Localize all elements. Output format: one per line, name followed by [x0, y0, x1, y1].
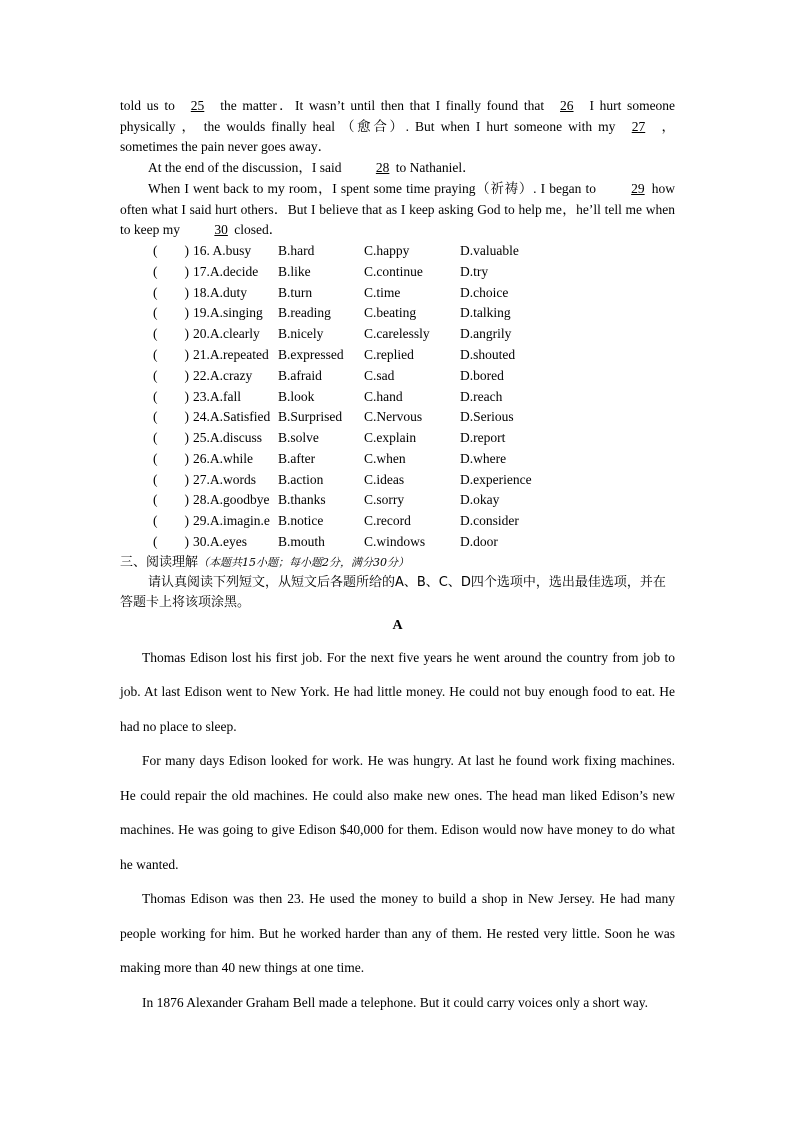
option-row — [120, 262, 675, 283]
option-d: D.try — [460, 263, 489, 279]
option-b: B.thanks — [278, 492, 326, 508]
option-d: D.choice — [460, 284, 509, 300]
answer-bracket: ( ) — [153, 284, 189, 300]
text-fragment: how often what I said hurt others．But I believe that as I keep asking God to help me，he’ll tell me when to keep my — [120, 180, 676, 238]
option-c: C.continue — [364, 263, 423, 279]
answer-bracket: ( ) — [153, 346, 189, 362]
answer-bracket: ( ) — [153, 534, 189, 550]
option-a: 30.A.eyes — [193, 534, 247, 550]
text-fragment: When I went back to my room，I spent some time praying（祈祷）. I began to — [148, 180, 597, 196]
text-fragment: told us to — [120, 98, 175, 113]
option-c: C.record — [364, 513, 411, 529]
answer-bracket: ( ) — [153, 388, 189, 404]
option-row — [120, 532, 675, 553]
blank-25: 25 — [190, 98, 205, 113]
option-c: C.happy — [364, 242, 410, 258]
option-a: 25.A.discuss — [193, 430, 263, 446]
text-fragment: closed． — [234, 222, 283, 238]
cloze-paragraph-2 — [120, 158, 675, 179]
option-b: B.like — [278, 263, 311, 279]
option-b: B.look — [278, 388, 315, 404]
answer-bracket: ( ) — [153, 263, 189, 279]
option-row — [120, 490, 675, 511]
option-a: 22.A.crazy — [193, 367, 253, 383]
option-row — [120, 387, 675, 408]
option-row — [120, 324, 675, 345]
option-b: B.turn — [278, 284, 313, 300]
passage-a-title: A — [392, 617, 403, 633]
answer-bracket: ( ) — [153, 305, 189, 321]
option-c: C.when — [364, 450, 406, 466]
option-b: B.notice — [278, 513, 324, 529]
option-d: D.valuable — [460, 242, 519, 258]
option-row — [120, 407, 675, 428]
text-fragment: the matter．It wasn’t until then that I finally found that — [220, 98, 545, 113]
option-row — [120, 470, 675, 491]
option-b: B.action — [278, 471, 324, 487]
option-a: 20.A.clearly — [193, 326, 260, 342]
option-a: 26.A.while — [193, 450, 253, 466]
option-c: C.sorry — [364, 492, 405, 508]
answer-bracket: ( ) — [153, 242, 189, 258]
answer-bracket: ( ) — [153, 471, 189, 487]
answer-bracket: ( ) — [153, 450, 189, 466]
text-fragment: to Nathaniel． — [395, 160, 476, 176]
passage-a-body — [120, 641, 675, 1021]
option-c: C.hand — [364, 388, 403, 404]
answer-bracket: ( ) — [153, 409, 189, 425]
option-row — [120, 449, 675, 470]
blank-29: 29 — [631, 180, 645, 196]
option-a: 17.A.decide — [193, 263, 259, 279]
passage-a-paragraph-2: For many days Edison looked for work. He was hungry. At last he found work fixing machines. He could repair the old machines. He could also make new ones. The head man liked Edison’s new machines. He was going to give Edison $40,000 for them. Edison would now have money to do what he wanted. — [120, 753, 675, 872]
passage-a-paragraph-1: Thomas Edison lost his first job. For the next five years he went around the country from job to job. At last Edison went to New York. He had little money. He could not buy enough food to eat. He had no place to sleep. — [120, 649, 675, 734]
blank-30: 30 — [214, 222, 228, 238]
option-row — [120, 345, 675, 366]
option-row — [120, 241, 675, 262]
option-d: D.door — [460, 534, 498, 550]
option-a: 21.A.repeated — [193, 346, 269, 362]
option-b: B.after — [278, 450, 316, 466]
option-d: D.consider — [460, 513, 519, 529]
option-c: C.time — [364, 284, 401, 300]
option-b: B.nicely — [278, 326, 324, 342]
option-a: 18.A.duty — [193, 284, 247, 300]
answer-bracket: ( ) — [153, 430, 189, 446]
text-fragment: At the end of the discussion，I said — [148, 160, 342, 176]
option-a: 23.A.fall — [193, 388, 241, 404]
option-d: D.Serious — [460, 409, 514, 425]
option-d: D.report — [460, 430, 506, 446]
option-b: B.solve — [278, 430, 319, 446]
option-d: D.bored — [460, 367, 504, 383]
option-a: 29.A.imagin.e — [193, 513, 270, 529]
option-a: 27.A.words — [193, 471, 256, 487]
option-d: D.shouted — [460, 346, 516, 362]
option-row — [120, 366, 675, 387]
option-row — [120, 303, 675, 324]
section-3-instruction: 请认真阅读下列短文，从短文后各题所给的A、B、C、D四个选项中，选出最佳选项，并在答题卡上将该项涂黑。 — [120, 574, 666, 610]
answer-bracket: ( ) — [153, 513, 189, 529]
option-c: C.Nervous — [364, 409, 423, 425]
option-a: 24.A.Satisfied — [193, 409, 271, 425]
option-d: D.experience — [460, 471, 532, 487]
blank-28: 28 — [375, 160, 390, 176]
option-c: C.replied — [364, 346, 414, 362]
answer-bracket: ( ) — [153, 367, 189, 383]
answer-bracket: ( ) — [153, 492, 189, 508]
option-row — [120, 283, 675, 304]
answer-bracket: ( ) — [153, 326, 189, 342]
option-b: B.reading — [278, 305, 331, 321]
section-3-heading: 三、阅读理解 — [120, 554, 199, 570]
cloze-paragraph-1 — [120, 96, 675, 158]
option-a: 28.A.goodbye — [193, 492, 270, 508]
option-row — [120, 511, 675, 532]
option-b: B.mouth — [278, 534, 325, 550]
text-fragment: I hurt someone physically ， the woulds finally heal （愈合）. But when I hurt someone with my — [120, 98, 676, 134]
text-fragment: ，sometimes the pain never goes away． — [120, 118, 675, 155]
blank-26: 26 — [560, 98, 574, 113]
exam-page — [120, 96, 675, 1020]
option-a: 19.A.singing — [193, 305, 263, 321]
option-c: C.ideas — [364, 471, 405, 487]
cloze-paragraph-3 — [120, 179, 675, 241]
option-c: C.sad — [364, 367, 395, 383]
option-c: C.beating — [364, 305, 417, 321]
option-row — [120, 428, 675, 449]
option-d: D.where — [460, 450, 507, 466]
option-c: C.windows — [364, 534, 426, 550]
option-d: D.reach — [460, 388, 503, 404]
option-b: B.Surprised — [278, 409, 343, 425]
option-b: B.hard — [278, 242, 315, 258]
option-a: 16. A.busy — [193, 242, 252, 258]
option-b: B.afraid — [278, 367, 322, 383]
option-c: C.carelessly — [364, 326, 430, 342]
option-d: D.okay — [460, 492, 500, 508]
option-c: C.explain — [364, 430, 417, 446]
passage-a-paragraph-4: In 1876 Alexander Graham Bell made a telephone. But it could carry voices only a short way. — [142, 994, 648, 1010]
option-b: B.expressed — [278, 346, 344, 362]
option-d: D.angrily — [460, 326, 512, 342]
cloze-options-list — [120, 241, 675, 553]
section-3-title — [120, 553, 675, 573]
passage-a-paragraph-3: Thomas Edison was then 23. He used the money to build a shop in New Jersey. He had many people working for him. But he worked harder than any of them. He rested very little. Soon he was making more than 40 new things at one time. — [120, 891, 675, 976]
section-3-note: （本题共15小题；每小题2分，满分30分） — [198, 555, 410, 569]
option-d: D.talking — [460, 305, 511, 321]
blank-27: 27 — [631, 118, 646, 134]
